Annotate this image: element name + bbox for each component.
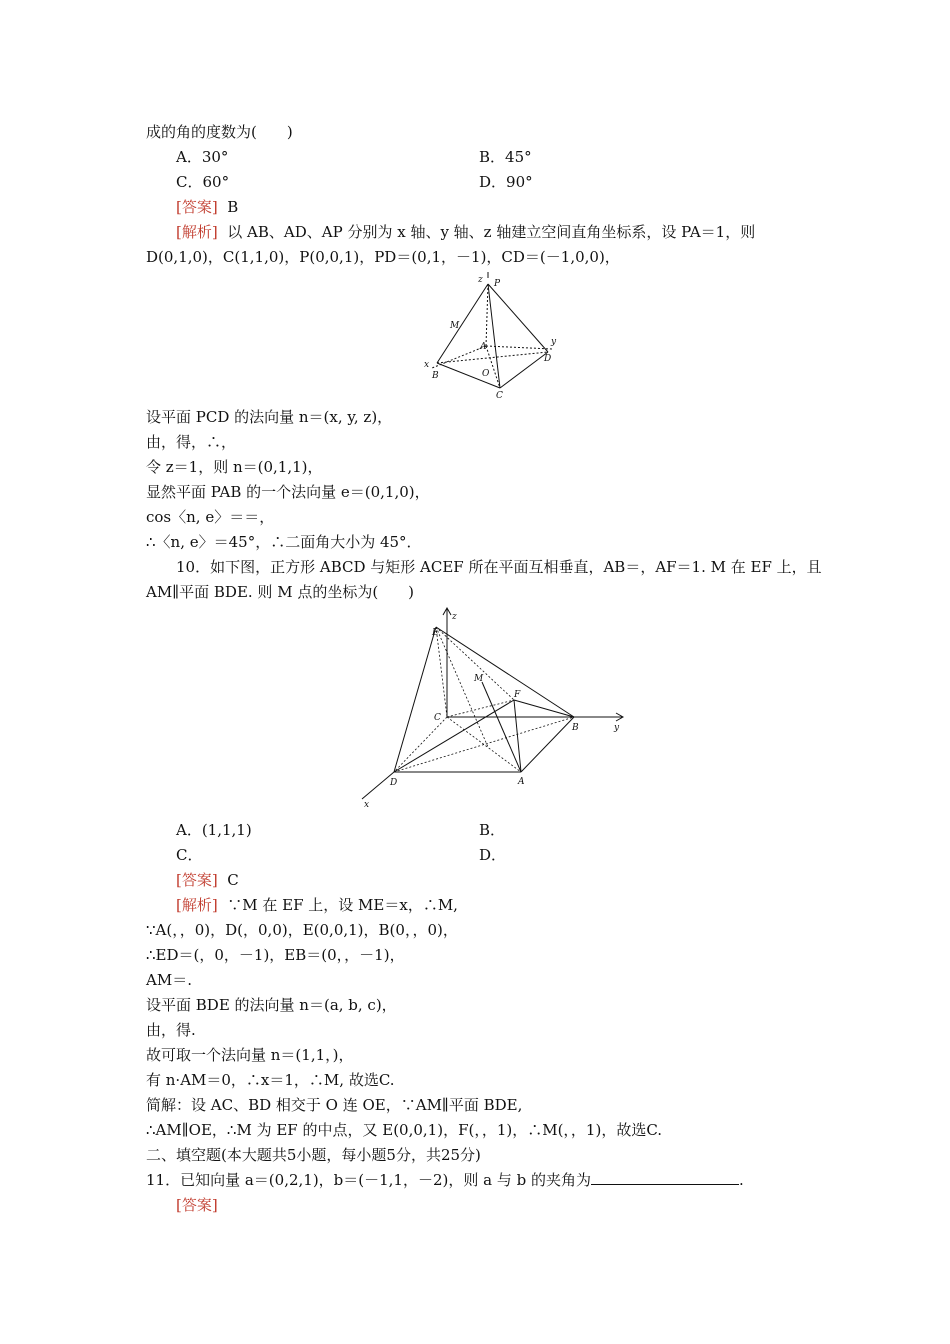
q10-answer-line: [176, 870, 239, 890]
edge-eb: [436, 627, 574, 717]
q10-step-6: 故可取一个法向量 n＝(1,1，)，: [146, 1046, 354, 1064]
x-axis: [432, 346, 486, 368]
label-a: A: [518, 777, 525, 787]
pyramid-figure: [420, 272, 570, 404]
q10-step-4: 设平面 BDE 的法向量 n＝(a, b, c)，: [146, 996, 397, 1014]
edge-cd: [500, 352, 548, 388]
q9-step-1: 设平面 PCD 的法向量 n＝(x, y, z)，: [146, 408, 393, 426]
label-o: O: [482, 369, 490, 379]
q10-option-c: C．: [176, 846, 203, 864]
q11-answer-blank[interactable]: [591, 1170, 739, 1185]
q9-analysis-line1: [176, 222, 755, 242]
q10-option-a: A．(1,1,1): [176, 821, 252, 839]
label-p: P: [494, 279, 501, 289]
q10-step-2: ∴ED＝(，0，－1)，EB＝(0，，－1)，: [146, 946, 405, 964]
label-b: B: [572, 723, 579, 733]
q10-option-b: B．: [479, 821, 506, 839]
analysis-tag: [解析]: [176, 223, 218, 241]
q9-step-5: cos〈n, e〉＝＝，: [146, 508, 275, 526]
label-e: E: [432, 628, 439, 638]
edge-cf: [447, 700, 514, 717]
q9-answer-line: [176, 197, 238, 217]
q9-step-3: 令 z＝1，则 n＝(0,1,1)，: [146, 458, 323, 476]
label-z: z: [452, 612, 457, 622]
q9-analysis-text1: 以 AB、AD、AP 分别为 x 轴、y 轴、z 轴建立空间直角坐标系，设 PA＝1，则: [227, 223, 756, 241]
edge-fb: [514, 700, 574, 717]
edge-pc: [488, 284, 500, 388]
diag-bd: [437, 352, 548, 363]
edge-ca: [447, 717, 521, 772]
label-x: x: [424, 360, 430, 370]
answer-tag: [答案]: [176, 198, 218, 216]
label-z: z: [478, 275, 483, 285]
q9-option-d: D．90°: [479, 173, 533, 191]
q10-stem-line1: 10．如下图，正方形 ABCD 与矩形 ACEF 所在平面互相垂直，AB＝，AF＝1. M 在 EF 上，且: [176, 558, 822, 576]
segment-eo: [436, 627, 488, 747]
q10-step-1: ∵A(，，0)，D(，0,0)，E(0,0,1)，B(0，，0)，: [146, 921, 458, 939]
label-x: x: [364, 800, 370, 810]
label-c: C: [434, 713, 441, 723]
label-b: B: [432, 371, 439, 381]
q10-step-5: 由，得.: [146, 1021, 196, 1039]
q10-step-8: 简解：设 AC、BD 相交于 O 连 OE，∵AM∥平面 BDE,: [146, 1096, 523, 1114]
q9-step-6: ∴〈n, e〉＝45°，∴二面角大小为 45°．: [146, 533, 422, 551]
q9-option-b: B．45°: [479, 148, 532, 166]
q10-analysis-first: ∵M 在 EF 上，设 ME＝x，∴M,: [227, 896, 458, 914]
q9-option-a: A．30°: [176, 148, 229, 166]
edge-bc: [437, 363, 500, 388]
q10-step-3: AM＝.: [146, 971, 192, 989]
edge-pd: [488, 284, 548, 352]
section-title: 二、填空题(本大题共5小题，每小题5分，共25分): [146, 1146, 481, 1164]
q11-answer-line: [176, 1195, 218, 1215]
label-f: F: [514, 690, 521, 700]
label-y: y: [551, 337, 557, 347]
q11-tail: .: [739, 1171, 744, 1189]
q11-stem: 11．已知向量 a＝(0,2,1)，b＝(－1,1，－2)，则 a 与 b 的夹角为: [146, 1171, 591, 1189]
label-m: M: [474, 674, 484, 684]
answer-tag: [答案]: [176, 871, 218, 889]
q10-analysis-line: [176, 895, 458, 915]
q9-step-2: 由，得，∴，: [146, 433, 237, 451]
q9-stem-tail: 成的角的度数为( ): [146, 123, 293, 141]
q11-stem-line: [146, 1170, 744, 1190]
square-rectangle-figure: [348, 607, 638, 812]
q9-analysis-line2: D(0,1,0)，C(1,1,0)，P(0,0,1)，PD＝(0,1，－1)，CD＝(－1,0,0)，: [146, 248, 620, 266]
label-d: D: [390, 778, 398, 788]
q9-answer: B: [227, 198, 239, 216]
label-a: A: [480, 342, 487, 352]
q10-stem-line2: AM∥平面 BDE. 则 M 点的坐标为( ): [146, 583, 415, 601]
q10-answer: C: [227, 871, 239, 889]
analysis-tag: [解析]: [176, 896, 218, 914]
label-c: C: [496, 391, 503, 401]
q10-step-9: ∴AM∥OE，∴M 为 EF 的中点，又 E(0,0,1)，F(，，1)，∴M(，，1)，故选C.: [146, 1121, 663, 1139]
q10-step-7: 有 n·AM＝0，∴x＝1，∴M, 故选C.: [146, 1071, 395, 1089]
edge-pa: [486, 284, 488, 346]
edge-ec: [436, 627, 447, 717]
label-d: D: [544, 354, 552, 364]
answer-tag: [答案]: [176, 1196, 218, 1214]
label-y: y: [614, 723, 620, 733]
edge-ef: [436, 627, 514, 700]
q9-option-c: C．60°: [176, 173, 230, 191]
label-m: M: [450, 321, 460, 331]
q9-step-4: 显然平面 PAB 的一个法向量 e＝(0,1,0)，: [146, 483, 430, 501]
edge-fa: [514, 700, 521, 772]
q10-option-d: D．: [479, 846, 507, 864]
